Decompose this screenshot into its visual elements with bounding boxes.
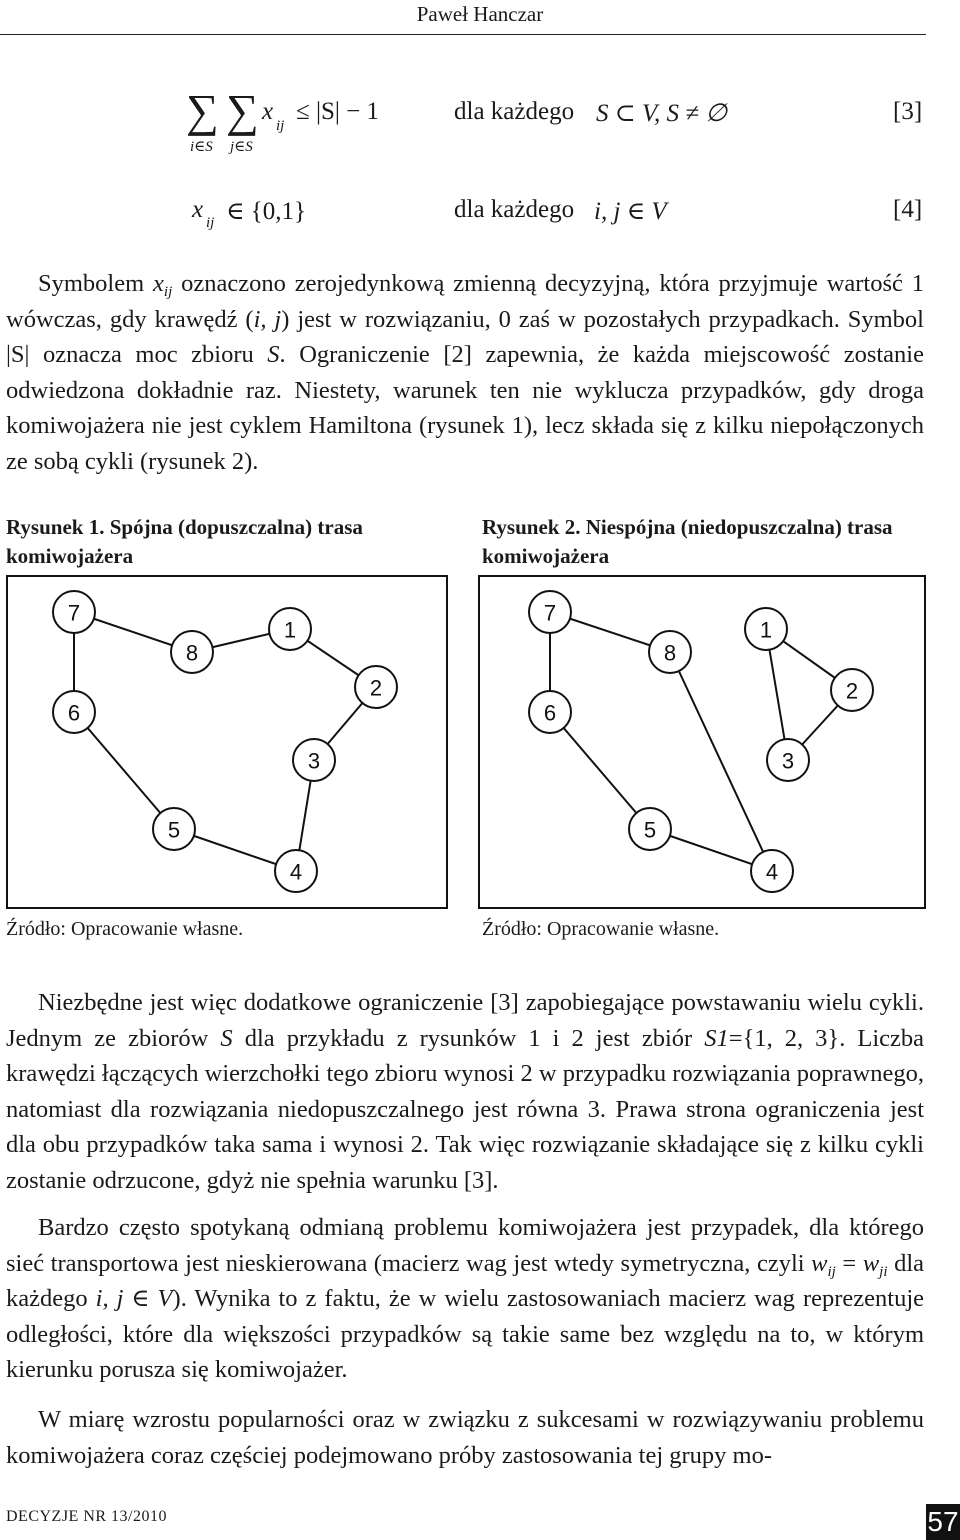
sum-index-i: i∈S bbox=[190, 139, 213, 155]
fig1-node-5 bbox=[153, 808, 195, 850]
variable-x-sub: ij bbox=[276, 118, 285, 134]
node-label: 1 bbox=[283, 617, 297, 643]
node-label: 7 bbox=[67, 600, 81, 626]
text-run: . Ograniczenie [2] zapewnia, że każda miejscowość zostanie odwiedzona dokładnie raz. Niestety, warunek ten nie wyklucza przypadków, gdy droga komiwojażera nie jest cyklem Hamiltona (rysunek 1), lecz składa się z kilku niepołączonych ze sobą cykli (rysunek 2). bbox=[6, 341, 924, 475]
figure-1-source: Źródło: Opracowanie własne. bbox=[6, 918, 244, 940]
figure-1-caption: Rysunek 1. Spójna (dopuszczalna) trasa komiwojażera bbox=[6, 515, 363, 568]
fig1-node-2 bbox=[355, 666, 397, 708]
node-label: 3 bbox=[781, 748, 795, 774]
figure-1-graph bbox=[8, 577, 446, 907]
node-label: 2 bbox=[845, 678, 859, 704]
figure-2-box bbox=[478, 575, 926, 909]
node-label: 8 bbox=[663, 640, 677, 666]
domain-expr: ∈ {0,1} bbox=[226, 198, 307, 225]
header-rule bbox=[0, 34, 926, 35]
figure-1-edges bbox=[74, 612, 376, 871]
condition-expr: S ⊂ V, S ≠ ∅ bbox=[596, 100, 727, 127]
fig2-node-8 bbox=[649, 631, 691, 673]
node-label: 6 bbox=[67, 700, 81, 726]
fig1-node-7 bbox=[53, 591, 95, 633]
node-label: 3 bbox=[307, 748, 321, 774]
condition-prefix: dla każdego bbox=[454, 196, 575, 223]
text-run: = bbox=[835, 1249, 863, 1277]
math-x-sub: ij bbox=[163, 284, 173, 300]
fig2-node-4 bbox=[751, 850, 793, 892]
text-run: Niezbędne jest więc dodatkowe ograniczenie [3] zapobiegające powstawaniu wielu cykli. Jednym ze zbiorów bbox=[6, 989, 924, 1052]
fig2-edge-5-6 bbox=[550, 712, 650, 829]
fig1-node-6 bbox=[53, 691, 95, 733]
running-header: Paweł Hanczar bbox=[416, 2, 544, 26]
sum-sign-j: ∑ bbox=[226, 85, 259, 136]
math-s: S bbox=[267, 341, 280, 368]
journal-footer: DECYZJE NR 13/2010 bbox=[6, 1508, 167, 1525]
math-s: S bbox=[220, 1024, 233, 1052]
fig2-node-3 bbox=[767, 739, 809, 781]
text-run: ). Wynika to z faktu, że w wielu zastosowaniach macierz wag reprezentuje odległości, które dla większości przypadków są takie same bez względu na to, w którym kierunku porusza się komiwojażer. bbox=[6, 1285, 924, 1383]
text-run: Bardzo często spotykaną odmianą problemu komiwojażera jest przypadek, dla którego sieć transportowa jest nieskierowana (macierz wag jest wtedy symetryczna, czyli bbox=[6, 1214, 924, 1277]
equation-number: [3] bbox=[893, 98, 923, 125]
math-w: w bbox=[811, 1249, 828, 1277]
node-label: 2 bbox=[369, 675, 383, 701]
constraint-rhs: ≤ |S| − 1 bbox=[296, 98, 379, 125]
figure-2-caption: Rysunek 2. Niespójna (niedopuszczalna) trasa komiwojażera bbox=[482, 515, 893, 568]
math-w: w bbox=[862, 1249, 880, 1277]
fig2-node-1 bbox=[745, 608, 787, 650]
paragraph-2 bbox=[6, 985, 924, 1198]
fig2-node-2 bbox=[831, 669, 873, 711]
math-s1: S1 bbox=[704, 1024, 729, 1052]
node-label: 4 bbox=[289, 859, 303, 885]
paragraph-4-text: W miarę wzrostu popularności oraz w związku z sukcesami w rozwiązywaniu problemu komiwojażera coraz częściej podejmowano próby zastosowania tej grupy mo- bbox=[6, 1406, 924, 1469]
figure-1-box bbox=[6, 575, 448, 909]
node-label: 5 bbox=[643, 817, 657, 843]
node-label: 1 bbox=[759, 617, 773, 643]
fig2-node-5 bbox=[629, 808, 671, 850]
fig2-node-7 bbox=[529, 591, 571, 633]
equation-number: [4] bbox=[893, 196, 923, 223]
math-ij: i, j bbox=[253, 305, 282, 333]
text-run: dla każdego bbox=[6, 1249, 925, 1312]
math-ij: i, j ∈ V bbox=[95, 1285, 173, 1312]
sum-index-j: j∈S bbox=[230, 139, 253, 155]
math-card-s: |S| bbox=[6, 341, 30, 368]
text-run: ) jest w rozwiązaniu, 0 zaś w pozostałych przypadkach. Symbol bbox=[281, 305, 924, 333]
node-label: 6 bbox=[543, 700, 557, 726]
page-number: 57 bbox=[926, 1504, 960, 1540]
node-label: 8 bbox=[185, 640, 199, 666]
text-run: dla przykładu z rysunków 1 i 2 jest zbiór bbox=[232, 1024, 705, 1052]
text-run: oznacza moc zbioru bbox=[29, 341, 268, 368]
figure-2-edges bbox=[550, 612, 852, 871]
condition-expr: i, j ∈ V bbox=[594, 198, 667, 225]
paragraph-1 bbox=[6, 266, 924, 479]
node-label: 7 bbox=[543, 600, 557, 626]
variable-x: x bbox=[192, 196, 204, 223]
fig2-edge-8-4 bbox=[670, 652, 772, 871]
math-x: x bbox=[153, 270, 164, 297]
paragraph-4 bbox=[6, 1402, 924, 1473]
condition-prefix: dla każdego bbox=[454, 98, 575, 125]
fig1-node-4 bbox=[275, 850, 317, 892]
text-run: oznaczono zerojedynkową zmienną decyzyjną, która przyjmuje wartość 1 wówczas, gdy krawędź ( bbox=[6, 270, 924, 333]
fig1-node-8 bbox=[171, 631, 213, 673]
fig1-edge-5-6 bbox=[74, 712, 174, 829]
node-label: 4 bbox=[765, 859, 779, 885]
paragraph-3 bbox=[6, 1210, 924, 1388]
text-run: ={1, 2, 3}. Liczba krawędzi łączących wierzchołki tego zbioru wynosi 2 w przypadku rozwiązania poprawnego, natomiast dla rozwiązania niedopuszczalnego jest równa 3. Prawa strona ograniczenia jest dla obu przypadków taka sama i wynosi 2. Tak więc rozwiązanie składające się z kilku cykli zostanie odrzucone, gdyż nie spełnia warunku [3]. bbox=[6, 1024, 925, 1194]
math-w-sub: ij bbox=[827, 1263, 836, 1280]
fig1-node-1 bbox=[269, 608, 311, 650]
fig2-node-6 bbox=[529, 691, 571, 733]
variable-x: x bbox=[262, 98, 274, 125]
text-run: Symbolem bbox=[38, 270, 154, 297]
figure-2-source: Źródło: Opracowanie własne. bbox=[482, 918, 720, 940]
variable-x-sub: ij bbox=[206, 215, 215, 231]
fig1-node-3 bbox=[293, 739, 335, 781]
sum-sign-i: ∑ bbox=[186, 85, 219, 136]
figure-2-graph bbox=[480, 577, 924, 907]
math-w-sub: ji bbox=[879, 1263, 888, 1280]
node-label: 5 bbox=[167, 817, 181, 843]
